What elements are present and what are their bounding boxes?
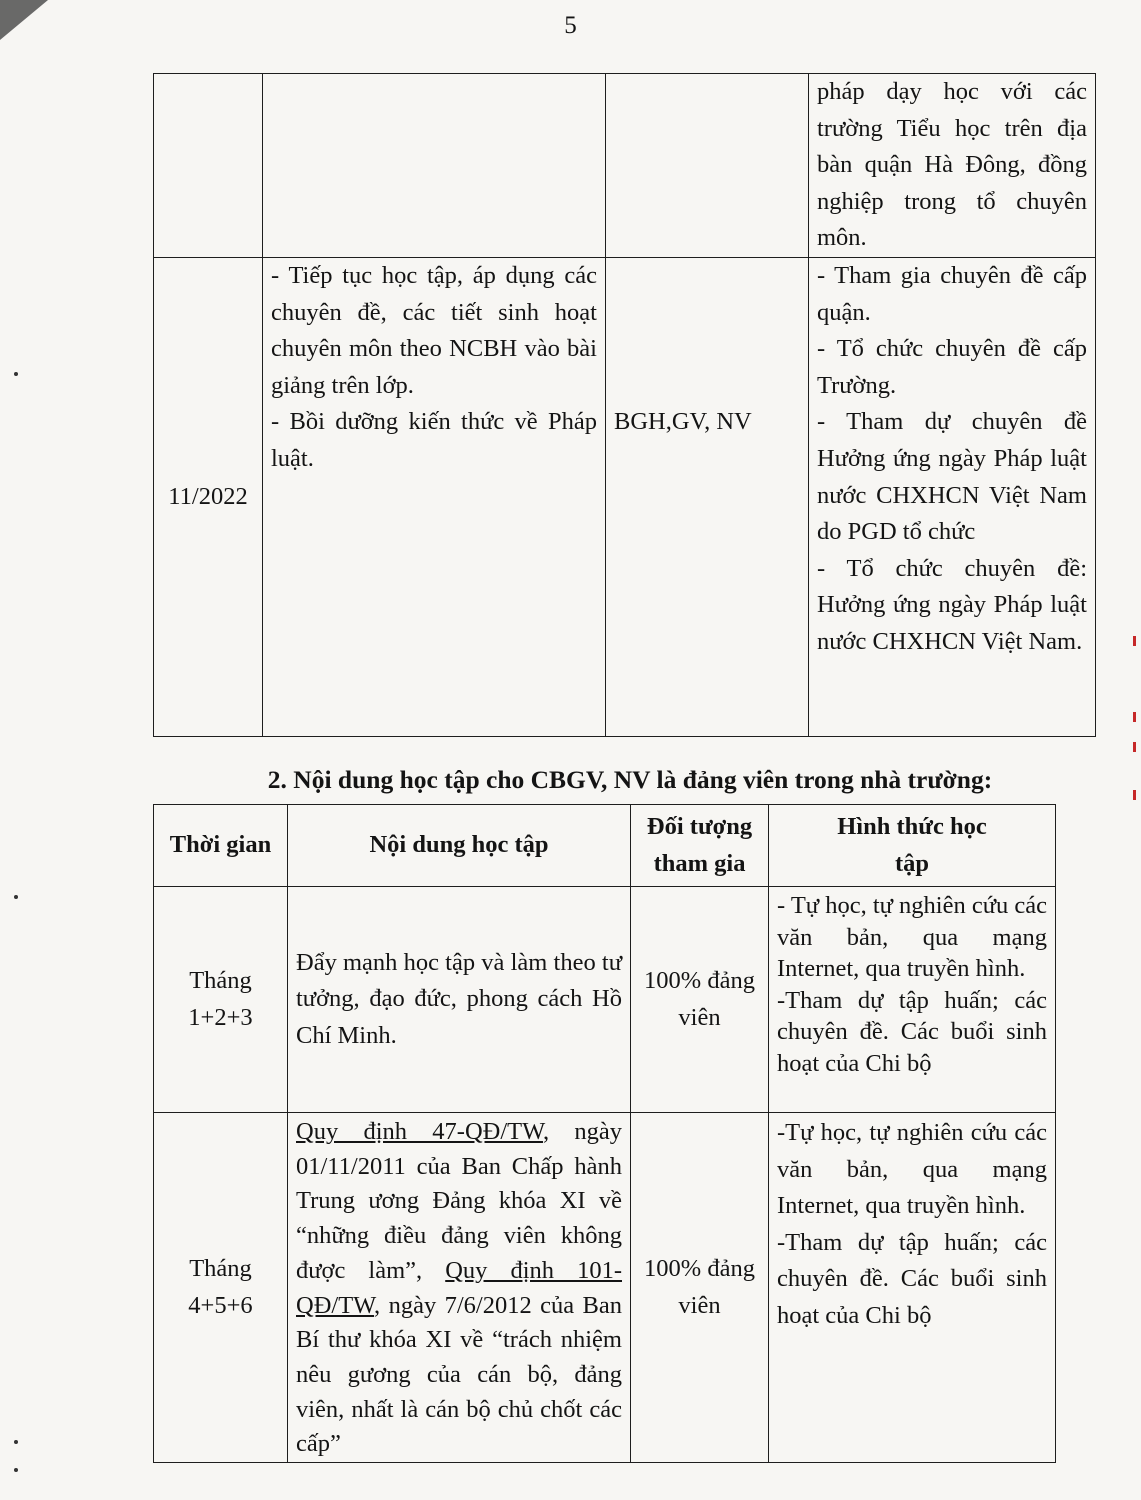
scan-speck <box>14 1440 18 1444</box>
form-item: -Tham dự tập huấn; các chuyên đề. Các buổi sinh hoạt của Chi bộ <box>777 1228 1047 1329</box>
header-time: Thời gian <box>154 805 288 887</box>
scan-mark <box>1133 712 1136 722</box>
form-item: - Tự học, tự nghiên cứu các văn bản, qua mạng Internet, qua truyền hình. <box>777 892 1048 982</box>
scan-speck <box>14 1468 18 1472</box>
time-cell: 11/2022 <box>154 257 263 736</box>
header-content: Nội dung học tập <box>288 805 631 887</box>
content-cell <box>263 74 606 258</box>
party-study-table <box>153 804 1056 1463</box>
page-number: 5 <box>564 12 577 39</box>
content-item: - Tiếp tục học tập, áp dụng các chuyên đề, các tiết sinh hoạt chuyên môn theo NCBH vào bài giảng trên lớp. <box>271 261 597 399</box>
form-cell <box>809 74 1096 258</box>
form-item: pháp dạy học với các trường Tiểu học trên địa bàn quận Hà Đông, đồng nghiệp trong tổ chuyên môn. <box>817 78 1087 252</box>
scan-mark <box>1133 636 1136 646</box>
content-cell <box>263 257 606 736</box>
content-cell: Đẩy mạnh học tập và làm theo tư tưởng, đạo đức, phong cách Hồ Chí Minh. <box>288 887 631 1113</box>
scan-mark <box>1133 742 1136 752</box>
content-cell <box>288 1113 631 1463</box>
scan-speck <box>14 372 18 376</box>
form-item: - Tổ chức chuyên đề cấp Trường. <box>817 335 1087 399</box>
time-cell <box>154 74 263 258</box>
participants-cell <box>606 74 809 258</box>
regulation-link: Quy định 101-QĐ/TW <box>296 1256 622 1319</box>
participants-cell: 100% đảng viên <box>631 1113 769 1463</box>
activity-table <box>153 73 1096 737</box>
regulation-link: Quy định 47-QĐ/TW <box>296 1118 543 1145</box>
scan-speck <box>14 895 18 899</box>
table-row <box>154 887 1056 1113</box>
header-participants: Đối tượng tham gia <box>631 805 769 887</box>
table-row <box>154 1113 1056 1463</box>
form-item: - Tham dự chuyên đề Hưởng ứng ngày Pháp luật nước CHXHCN Việt Nam do PGD tổ chức <box>817 408 1087 546</box>
scan-mark <box>1133 790 1136 800</box>
content-text: , ngày 01/11/2011 của Ban Chấp hành Trung ương Đảng khóa XI về “những điều đảng viên không được làm”, <box>296 1118 622 1284</box>
table-row <box>154 257 1096 736</box>
form-cell <box>769 887 1056 1113</box>
content-item: - Bồi dưỡng kiến thức về Pháp luật. <box>271 408 597 472</box>
form-cell <box>809 257 1096 736</box>
table-header-row <box>154 805 1056 887</box>
table-row <box>154 74 1096 258</box>
participants-text: BGH,GV, NV <box>614 407 752 435</box>
form-item: - Tổ chức chuyên đề: Hưởng ứng ngày Pháp luật nước CHXHCN Việt Nam. <box>817 554 1087 655</box>
form-item: - Tham gia chuyên đề cấp quận. <box>817 261 1087 326</box>
section-title: 2. Nội dung học tập cho CBGV, NV là đảng viên trong nhà trường: <box>267 765 993 794</box>
content-text: , ngày 7/6/2012 của Ban Bí thư khóa XI về “trách nhiệm nêu gương của cán bộ, đảng viên, nhất là cán bộ chủ chốt các cấp” <box>296 1291 622 1458</box>
participants-cell <box>606 257 809 736</box>
form-item: -Tự học, tự nghiên cứu các văn bản, qua mạng Internet, qua truyền hình. <box>777 1119 1047 1219</box>
time-cell: Tháng 1+2+3 <box>154 887 288 1113</box>
form-cell <box>769 1113 1056 1463</box>
participants-cell: 100% đảng viên <box>631 887 769 1113</box>
header-form: Hình thức học tập <box>769 805 1056 887</box>
form-item: -Tham dự tập huấn; các chuyên đề. Các buổi sinh hoạt của Chi bộ <box>777 986 1047 1077</box>
time-cell: Tháng 4+5+6 <box>154 1113 288 1463</box>
